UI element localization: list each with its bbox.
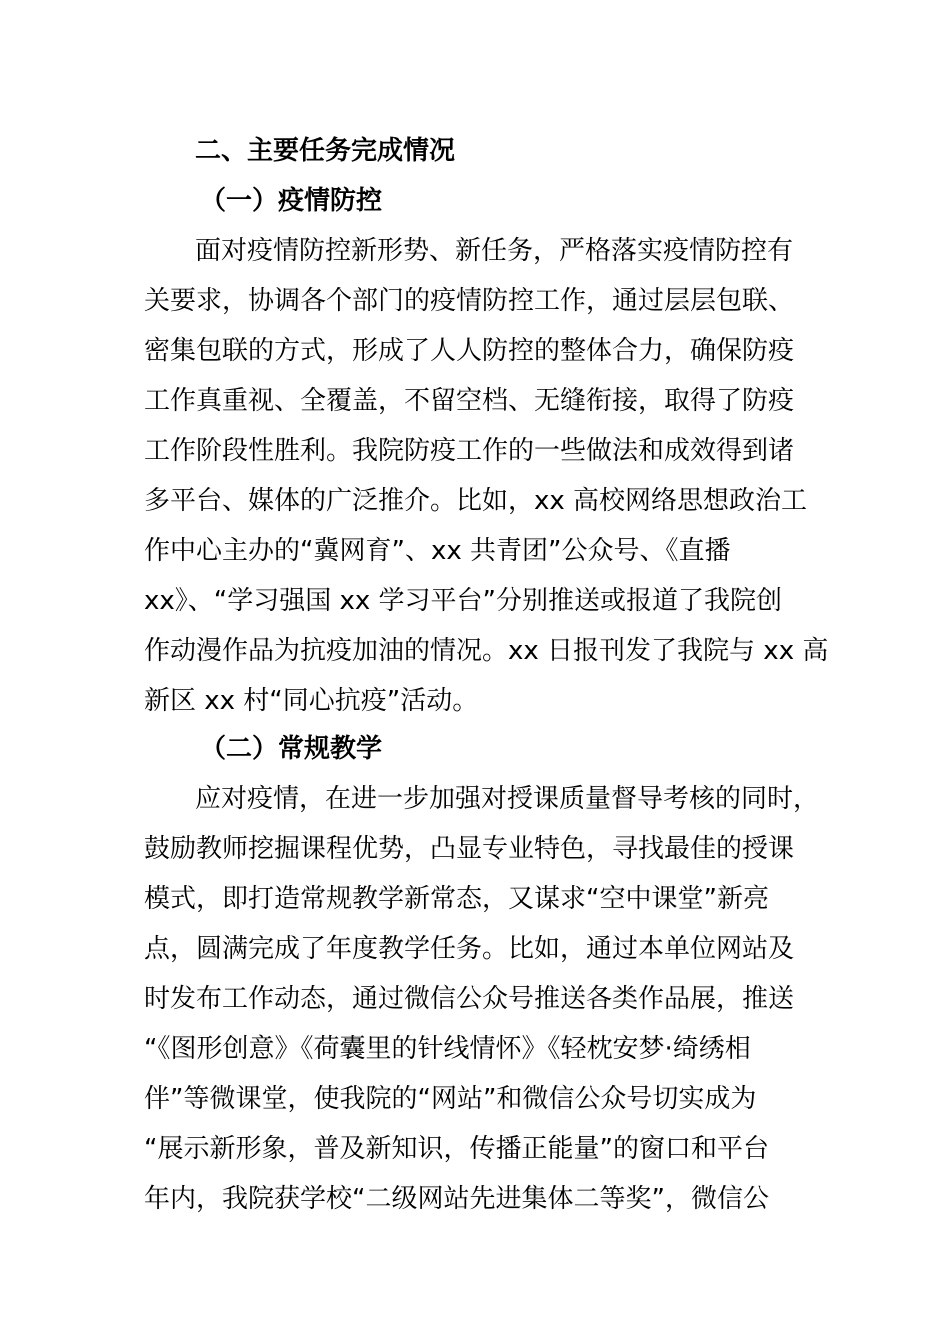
paragraph-line: 鼓励教师挖掘课程优势，凸显专业特色，寻找最佳的授课 bbox=[144, 834, 795, 864]
paragraph-line: 时发布工作动态，通过微信公众号推送各类作品展，推送 bbox=[144, 984, 795, 1014]
main-heading: 二、主要任务完成情况 bbox=[195, 136, 456, 166]
section-2-title: （二）常规教学 bbox=[200, 734, 383, 764]
paragraph-line: 工作阶段性胜利。我院防疫工作的一些做法和成效得到诸 bbox=[144, 436, 795, 466]
paragraph-line: 伴”等微课堂，使我院的“网站”和微信公众号切实成为 bbox=[144, 1084, 757, 1114]
paragraph-line: 年内，我院获学校“二级网站先进集体二等奖”，微信公 bbox=[144, 1184, 769, 1214]
paragraph-line: 新区 xx 村“同心抗疫”活动。 bbox=[144, 686, 479, 716]
paragraph-line: “展示新形象，普及新知识，传播正能量”的窗口和平台 bbox=[144, 1134, 769, 1164]
paragraph-line: “《图形创意》《荷囊里的针线情怀》《轻枕安梦·绮绣相 bbox=[144, 1034, 751, 1064]
paragraph-line: 多平台、媒体的广泛推介。比如，xx 高校网络思想政治工 bbox=[144, 486, 808, 516]
paragraph-line: 点，圆满完成了年度教学任务。比如，通过本单位网站及 bbox=[144, 934, 795, 964]
paragraph-line: 作动漫作品为抗疫加油的情况。xx 日报刊发了我院与 xx 高 bbox=[144, 636, 829, 666]
paragraph-line: 关要求，协调各个部门的疫情防控工作，通过层层包联、 bbox=[144, 286, 795, 316]
paragraph-line: 密集包联的方式，形成了人人防控的整体合力，确保防疫 bbox=[144, 336, 795, 366]
paragraph-line: 模式，即打造常规教学新常态，又谋求“空中课堂”新亮 bbox=[144, 884, 769, 914]
section-1-title: （一）疫情防控 bbox=[200, 186, 383, 216]
paragraph-line: 应对疫情，在进一步加强对授课质量督导考核的同时， bbox=[195, 784, 820, 814]
paragraph-line: 作中心主办的“冀网育”、xx 共青团”公众号、《直播 bbox=[144, 536, 731, 566]
paragraph-line: xx》、“学习强国 xx 学习平台”分别推送或报道了我院创 bbox=[144, 586, 783, 616]
paragraph-line: 面对疫情防控新形势、新任务，严格落实疫情防控有 bbox=[195, 236, 794, 266]
paragraph-line: 工作真重视、全覆盖，不留空档、无缝衔接，取得了防疫 bbox=[144, 386, 795, 416]
